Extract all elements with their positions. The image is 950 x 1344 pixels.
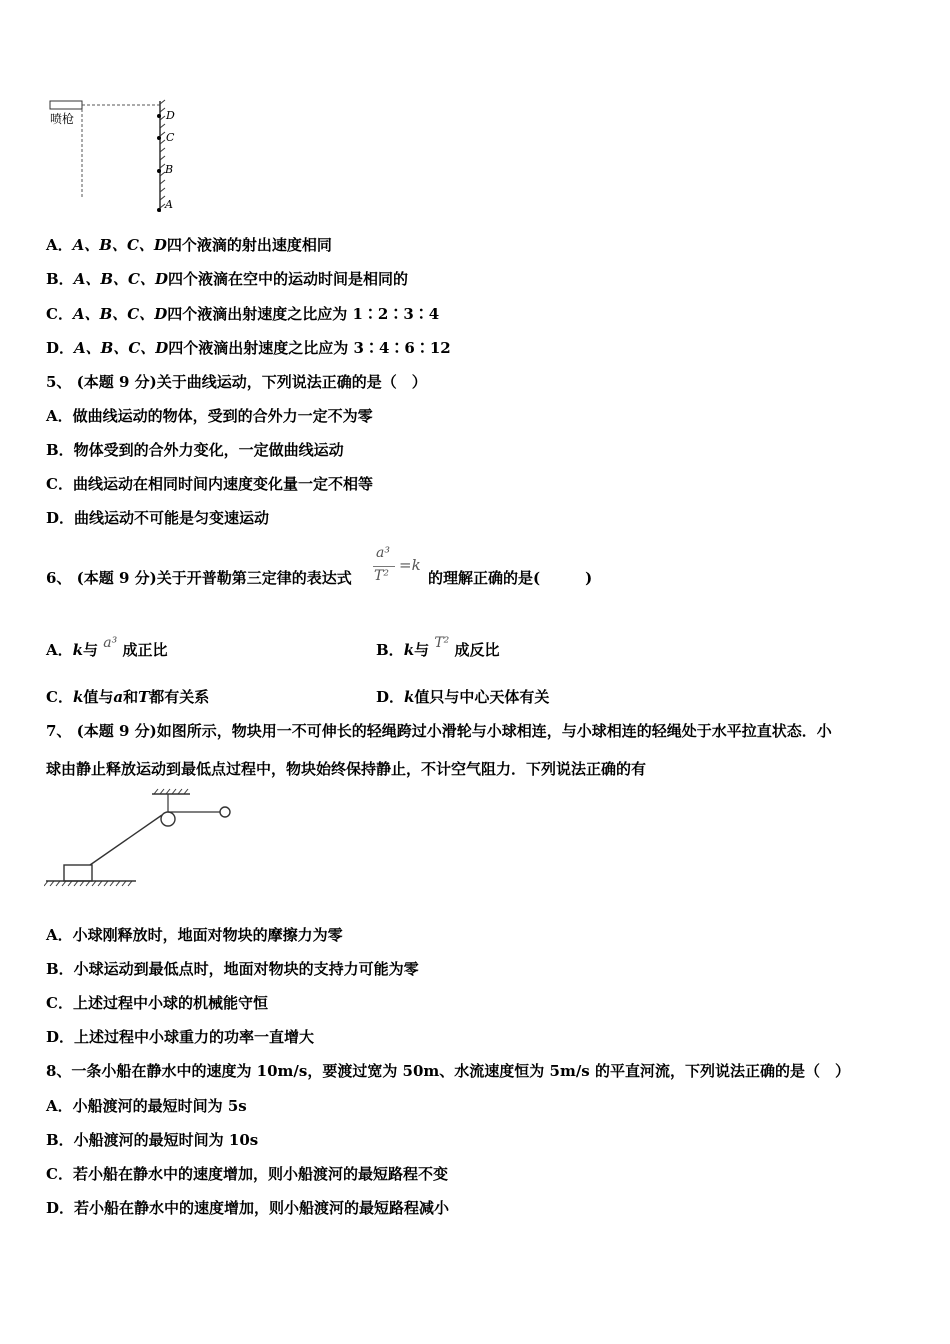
pulley-figure [44, 788, 239, 892]
q6-stem: 6、 (本题 9 分)关于开普勒第三定律的表达式 [46, 569, 352, 587]
kepler-formula [370, 545, 426, 589]
q4-option-c: C．A、B、C、D四个液滴出射速度之比应为 1∶2∶3∶4 [46, 305, 440, 323]
q5-option-c: C．曲线运动在相同时间内速度变化量一定不相等 [46, 475, 373, 493]
q7-option-c: C．上述过程中小球的机械能守恒 [46, 994, 268, 1012]
point-label-d: D [166, 109, 175, 122]
q5-option-b: B．物体受到的合外力变化，一定做曲线运动 [46, 441, 344, 459]
formula-rhs: =k [399, 556, 421, 574]
q7-option-a: A．小球刚释放时，地面对物块的摩擦力为零 [46, 926, 343, 944]
q4-option-a: A．A、B、C、D四个液滴的射出速度相同 [46, 236, 332, 254]
sym-a3: a³ [103, 635, 118, 651]
q7-stem-line2: 球由静止释放运动到最低点过程中，物块始终保持静止，不计空气阻力．下列说法正确的有 [46, 760, 647, 778]
q6-option-b: B．k与 T² 成反比 [376, 635, 500, 659]
q7-option-b: B．小球运动到最低点时，地面对物块的支持力可能为零 [46, 960, 419, 978]
q5-option-d: D．曲线运动不可能是匀变速运动 [46, 509, 270, 527]
q6-option-d: D．k值只与中心天体有关 [376, 688, 550, 706]
q8-option-d: D．若小船在静水中的速度增加，则小船渡河的最短路程减小 [46, 1199, 450, 1217]
q8-option-a: A．小船渡河的最短时间为 5s [46, 1097, 247, 1115]
q6-option-a: A．k与 a³ 成正比 [46, 635, 168, 659]
q7-option-d: D．上述过程中小球重力的功率一直增大 [46, 1028, 315, 1046]
point-label-c: C [166, 131, 175, 144]
point-label-a: A [165, 198, 173, 211]
q4-option-b: B．A、B、C、D四个液滴在空中的运动时间是相同的 [46, 270, 408, 288]
gun-label: 喷枪 [50, 112, 75, 126]
formula-denominator: T² [374, 568, 389, 584]
q5-option-a: A．做曲线运动的物体，受到的合外力一定不为零 [46, 407, 373, 425]
point-label-b: B [165, 163, 174, 176]
q6-stem-end: 的理解正确的是( ) [428, 569, 593, 587]
q8-stem: 8、一条小船在静水中的速度为 10m/s，要渡过宽为 50m、水流速度恒为 5m/s 的平直河流，下列说法正确的是（ ） [46, 1062, 850, 1080]
sym-t2: T² [434, 635, 450, 651]
q6-option-c: C．k值与a和T都有关系 [46, 688, 210, 706]
fraction-bar [373, 566, 395, 567]
formula-numerator: a³ [376, 545, 390, 561]
q7-stem-line1: 7、 (本题 9 分)如图所示，物块用一不可伸长的轻绳跨过小滑轮与小球相连，与小球相连的轻绳处于水平拉直状态．小 [46, 722, 832, 740]
q8-option-b: B．小船渡河的最短时间为 10s [46, 1131, 259, 1149]
q8-option-c: C．若小船在静水中的速度增加，则小船渡河的最短路程不变 [46, 1165, 448, 1183]
q5-stem: 5、 (本题 9 分)关于曲线运动，下列说法正确的是（ ） [46, 373, 427, 391]
q4-option-d: D．A、B、C、D四个液滴出射速度之比应为 3∶4∶6∶12 [46, 339, 451, 357]
